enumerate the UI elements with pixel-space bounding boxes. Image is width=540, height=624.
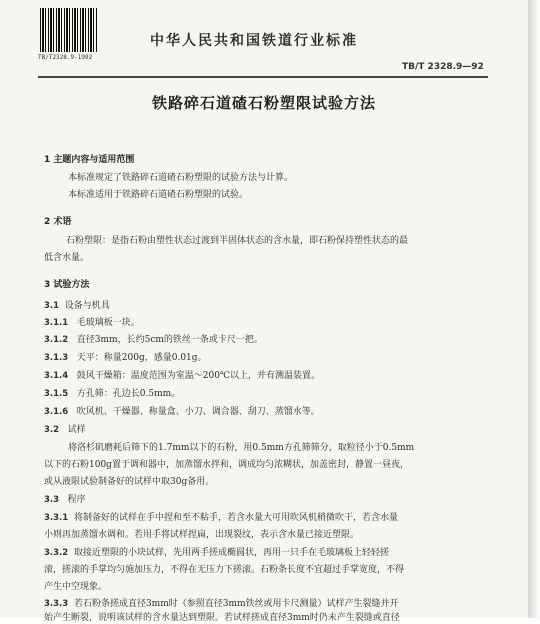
clause-text: 方孔筛：孔边长0.5mm。 — [76, 389, 181, 399]
clause-3-1-5 — [44, 388, 180, 400]
clause-number: 3.3.3 — [44, 599, 69, 609]
clause-text: 取接近塑限的小块试样，先用两手搓成椭圆状，再用一只手在毛玻璃板上轻轻搓 — [73, 548, 389, 558]
clause-3-3-2-line-2: 滚，搓滚的手掌均匀施加压力，不得在无压力下搓滚。石粉条长度不宜超过手掌宽度，不得 — [44, 565, 405, 575]
clause-3-1-2 — [44, 334, 263, 346]
section-2-heading: 2 术语 — [44, 217, 72, 227]
section-1-line-1: 本标准规定了铁路碎石道碴石粉塑限的试验方法与计算。 — [68, 173, 294, 183]
clause-3-3-3-line-2: 始产生断裂，说明该试样的含水量达到塑限。若试样搓成直径3mm时仍未产生裂缝或直径 — [44, 613, 400, 623]
standard-header-title: 中华人民共和国铁道行业标准 — [150, 33, 358, 49]
clause-text: 天平：称量200g，感量0.01g。 — [76, 353, 207, 363]
clause-text: 将制备好的试样在手中捏和至不粘手，若含水量大可用吹风机稍微吹干，若含水量 — [73, 513, 398, 523]
clause-number: 3.1.6 — [44, 407, 69, 417]
clause-text: 试样 — [67, 425, 86, 435]
clause-3-2-line-1: 将洛杉矶磨耗后筛下的1.7mm以下的石粉，用0.5mm方孔筛筛分，取粒径小于0.5mm — [68, 443, 415, 453]
clause-text: 毛玻璃板一块。 — [76, 318, 140, 328]
barcode-image — [40, 8, 98, 52]
clause-3-3-1-line-2: 小则再加蒸馏水调和。若用手将试样捏扁，出现裂纹，表示含水量已接近塑限。 — [44, 530, 360, 540]
clause-3-1-3 — [44, 352, 207, 364]
section-1-line-2: 本标准适用于铁路碎石道碴石粉塑限的试验。 — [68, 190, 249, 200]
clause-3-1 — [44, 300, 110, 312]
clause-3-2 — [44, 424, 86, 436]
section-3-heading: 3 试验方法 — [44, 280, 90, 290]
clause-text: 直径3mm，长约5cm的铁丝一条或卡尺一把。 — [76, 335, 263, 345]
clause-number: 3.1.5 — [44, 389, 69, 399]
clause-3-2-line-3: 或从液限试验制备好的试样中取30g备用。 — [44, 477, 215, 487]
clause-number: 3.3 — [44, 495, 60, 505]
barcode-code: TB/T2328.9-1992 — [38, 54, 93, 61]
section-2-line-2: 低含水量。 — [44, 253, 90, 263]
clause-number: 3.1.1 — [44, 318, 69, 328]
clause-3-3-2-line-1 — [44, 547, 389, 559]
clause-text: 程序 — [67, 495, 86, 505]
clause-3-2-line-2: 以下的石粉100g置于调和器中，加蒸馏水拌和，调成均匀浓糊状，加盖密封，静置一昼夜， — [44, 460, 409, 470]
clause-number: 3.1.2 — [44, 335, 69, 345]
clause-number: 3.2 — [44, 425, 60, 435]
clause-3-1-6 — [44, 406, 320, 418]
clause-text: 若石粉条搓成直径3mm时（参照直径3mm铁丝或用卡尺测量）试样产生裂缝并开 — [73, 599, 399, 609]
header-rule — [38, 76, 488, 78]
clause-number: 3.3.2 — [44, 548, 69, 558]
clause-3-3-1-line-1 — [44, 512, 398, 524]
clause-3-1-4 — [44, 370, 320, 382]
clause-text: 吹风机、干燥器、称量盒、小刀、调合器、刮刀、蒸馏水等。 — [76, 407, 320, 417]
clause-number: 3.1 — [44, 301, 60, 311]
clause-3-3-2-line-3: 产生中空现象。 — [44, 582, 108, 592]
clause-3-1-1 — [44, 317, 140, 329]
section-2-line-1: 石粉塑限：是指石粉由塑性状态过渡到半固体状态的含水量，即石粉保持塑性状态的最 — [66, 236, 409, 246]
clause-text: 鼓风干燥箱：温度范围为室温～200℃以上，并有测温装置。 — [76, 371, 321, 381]
clause-number: 3.1.3 — [44, 353, 69, 363]
clause-number: 3.3.1 — [44, 513, 69, 523]
clause-number: 3.1.4 — [44, 371, 69, 381]
page-edge — [528, 0, 540, 618]
clause-text: 设备与机具 — [64, 301, 110, 311]
document-title: 铁路碎石道碴石粉塑限试验方法 — [151, 94, 376, 112]
clause-3-3-3-line-1 — [44, 598, 399, 610]
standard-number: TB/T 2328.9—92 — [402, 62, 484, 72]
section-1-heading: 1 主题内容与适用范围 — [44, 155, 135, 165]
barcode-area — [38, 8, 100, 64]
clause-3-3 — [44, 494, 86, 506]
